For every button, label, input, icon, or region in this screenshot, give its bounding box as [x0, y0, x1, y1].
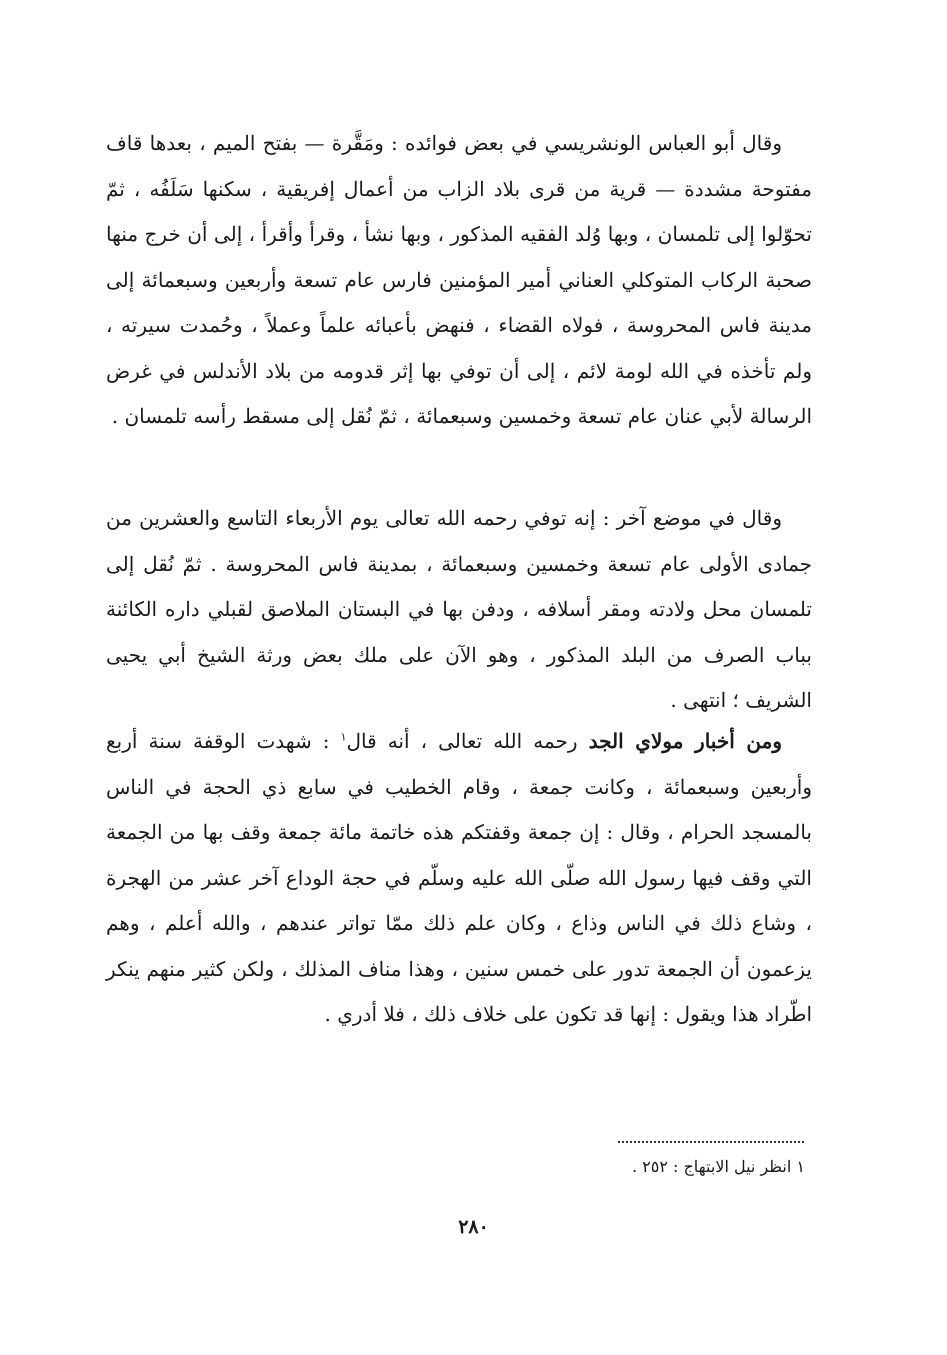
page-number: ٢٨٠: [458, 1216, 489, 1238]
paragraph-1: [106, 121, 812, 440]
paragraph-3-text-before-ref: رحمه الله تعالى ، أنه قال: [346, 729, 589, 753]
paragraph-2-text: وقال في موضع آخر : إنه توفي رحمه الله تعالى يوم الأربعاء التاسع والعشرين من جمادى الأولى عام تسعة وخمسين وسبعمائة ، بمدينة فاس المحروسة . ثمّ نُقل إلى تلمسان محل ولادته ومقر أسلافه ، ودفن بها في البستان الملاصق لقبلي داره الكائنة بباب الصرف من البلد المذكور ، وهو الآن على ملك بعض ورثة الشيخ أبي يحيى الشريف ؛ انتهى .: [106, 506, 812, 712]
paragraph-3: [106, 719, 812, 1038]
paragraph-3-text-after-ref: : شهدت الوقفة سنة أربع وأربعين وسبعمائة ، وكانت جمعة ، وقام الخطيب في سابع ذي الحجة في الناس بالمسجد الحرام ، وقال : إن جمعة وقفتكم هذه خاتمة مائة جمعة وقف بها من الجمعة التي وقف فيها رسول الله صلّى الله عليه وسلّم في حجة الوداع آخر عشر من الهجرة ، وشاع ذلك في الناس وذاع ، وكان علم ذلك ممّا تواتر عندهم ، والله أعلم ، وهم يزعمون أن الجمعة تدور على خمس سنين ، وهذا مناف المذلك ، ولكن كثير منهم ينكر اطّراد هذا ويقول : إنها قد تكون على خلاف ذلك ، فلا أدري .: [106, 729, 812, 1026]
paragraph-2: [106, 496, 812, 724]
footnote-reference-marker: ١: [340, 730, 347, 744]
footnote-separator: [618, 1141, 804, 1143]
footnote: ١ انظر نيل الابتهاج : ٢٥٢ .: [631, 1157, 805, 1176]
paragraph-3-bold-lead: ومن أخبار مولاي الجد: [588, 729, 782, 753]
paragraph-1-text: وقال أبو العباس الونشريسي في بعض فوائده : ومَقَّرة — بفتح الميم ، بعدها قاف مفتوحة مشددة — قرية من قرى بلاد الزاب من أعمال إفريقية ، سكنها سَلَفُه ، ثمّ تحوّلوا إلى تلمسان ، وبها وُلد الفقيه المذكور ، وبها نشأ ، وقرأ وأقرأ ، إلى أن خرج منها صحبة الركاب المتوكلي العناني أمير المؤمنين فارس عام تسعة وأربعين وسبعمائة إلى مدينة فاس المحروسة ، فولاه القضاء ، فنهض بأعبائه علماً وعملاً ، وحُمدت سيرته ، ولم تأخذه في الله لومة لائم ، إلى أن توفي بها إثر قدومه من بلاد الأندلس في غرض الرسالة لأبي عنان عام تسعة وخمسين وسبعمائة ، ثمّ نُقل إلى مسقط رأسه تلمسان .: [106, 131, 812, 428]
